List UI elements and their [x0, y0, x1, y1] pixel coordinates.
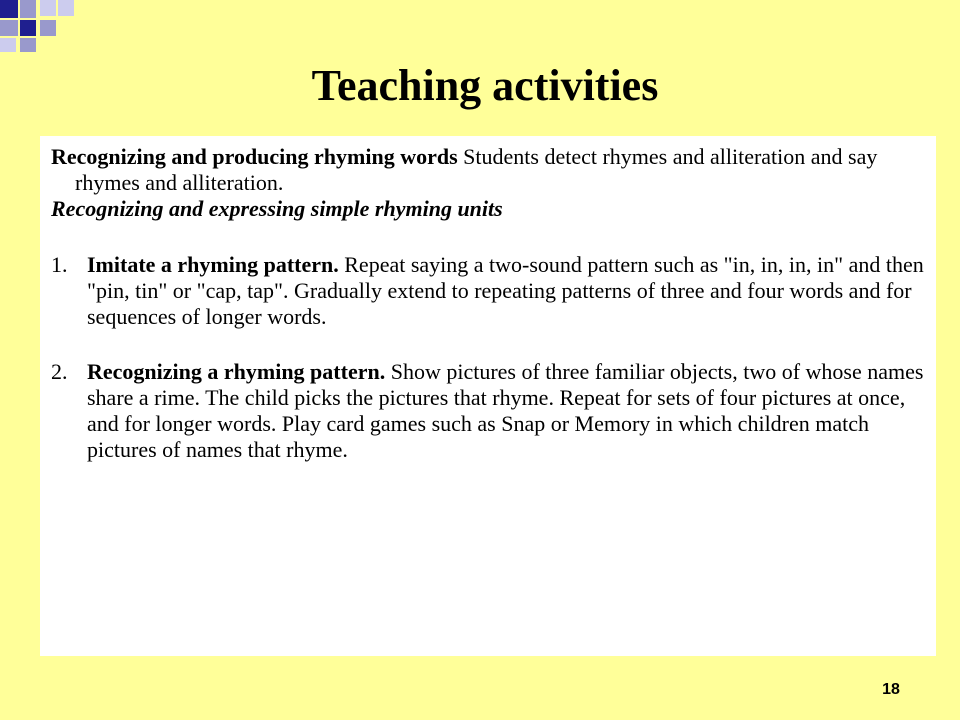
paragraph-text: Students detect rhymes and alliteration and say rhymes and alliteration.	[75, 144, 878, 195]
slide-title: Teaching activities	[311, 61, 659, 110]
page-number: 18	[882, 681, 900, 698]
deco-square	[0, 20, 18, 36]
deco-square	[40, 0, 56, 16]
deco-square	[20, 38, 36, 52]
rhyming-words-paragraph	[51, 144, 928, 196]
list-item-number: 1.	[51, 252, 68, 277]
deco-square	[0, 0, 18, 18]
list-item	[51, 359, 928, 463]
deco-square	[20, 20, 36, 36]
deco-square	[0, 38, 16, 52]
paragraph-heading: Recognizing and producing rhyming words	[51, 144, 458, 169]
deco-square	[58, 0, 74, 16]
list-item-body	[87, 252, 928, 330]
list-item-heading: Imitate a rhyming pattern.	[87, 252, 339, 277]
list-item-text: Repeat saying a two-sound pattern such as "in, in, in, in" and then "pin, tin" or "cap, tap". Gradually extend to repeating patterns of three and four words and for sequences of longer words.	[87, 252, 924, 329]
list-item-body	[87, 359, 928, 463]
content-box	[40, 136, 936, 656]
deco-square	[20, 0, 36, 18]
list-item-text: Show pictures of three familiar objects, two of whose names share a rime. The child picks the pictures that rhyme. Repeat for sets of four pictures at once, and for longer words. Play card games such as Snap or Memory in which children match pictures of names that rhyme.	[87, 359, 924, 462]
list-item	[51, 252, 928, 330]
subheading: Recognizing and expressing simple rhyming units	[51, 196, 503, 221]
deco-square	[40, 20, 56, 36]
list-item-number: 2.	[51, 359, 68, 384]
corner-squares-decoration	[0, 0, 80, 56]
list-item-heading: Recognizing a rhyming pattern.	[87, 359, 386, 384]
